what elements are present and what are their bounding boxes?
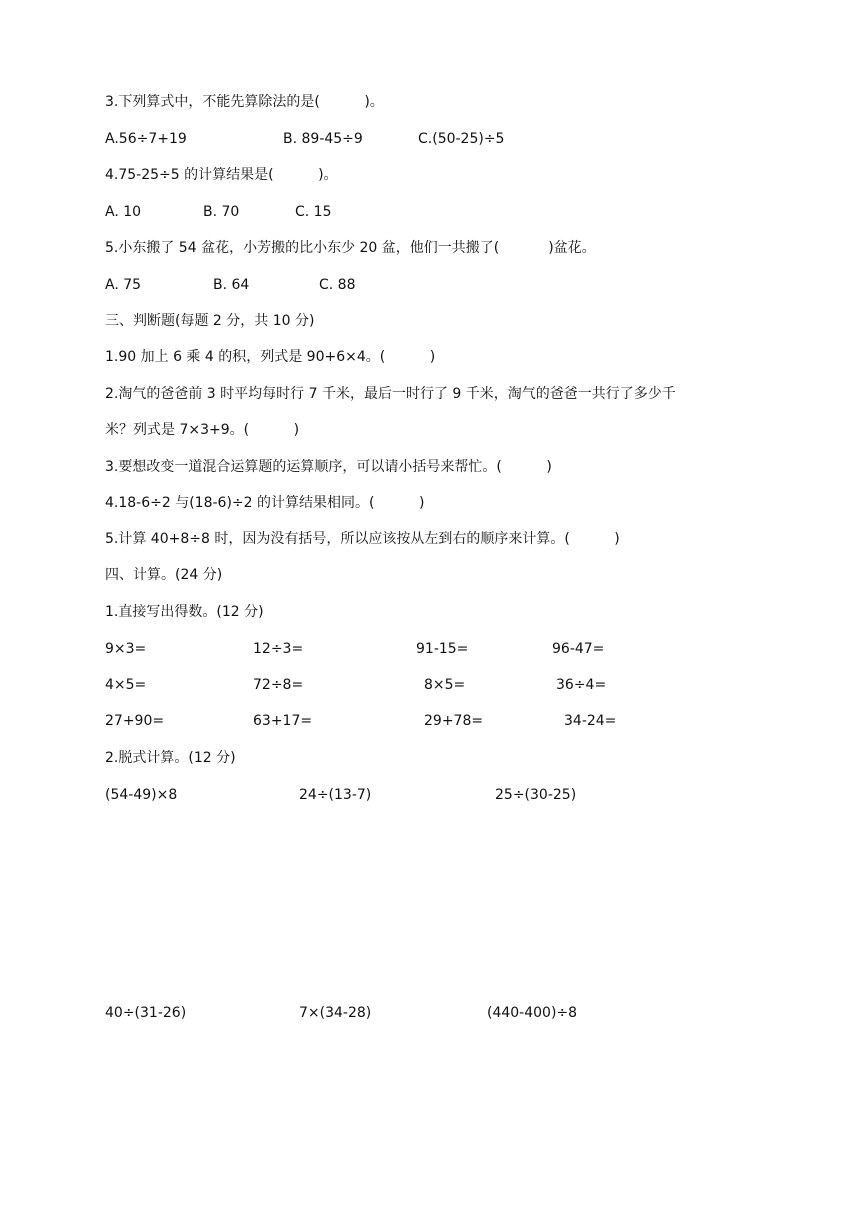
q5-option-a: A. 75 bbox=[105, 277, 142, 293]
judge-item-1: 1.90 加上 6 乘 4 的积，列式是 90+6×4。( ) bbox=[105, 349, 436, 365]
q5-option-c: C. 88 bbox=[319, 277, 356, 293]
judge-item-3: 3.要想改变一道混合运算题的运算顺序，可以请小括号来帮忙。( ) bbox=[105, 459, 552, 475]
direct-cell: 91-15= bbox=[416, 641, 469, 657]
q3-option-c: C.(50-25)÷5 bbox=[418, 131, 505, 147]
question-4: 4.75-25÷5 的计算结果是( )。 bbox=[105, 167, 338, 183]
direct-cell: 72÷8= bbox=[253, 677, 304, 693]
judge-item-2: 2.淘气的爸爸前 3 时平均每时行 7 千米，最后一时行了 9 千米，淘气的爸爸一共行了多少千 bbox=[105, 386, 676, 402]
direct-cell: 12÷3= bbox=[253, 641, 304, 657]
direct-cell: 9×3= bbox=[105, 641, 147, 657]
q3-option-b: B. 89-45÷9 bbox=[283, 131, 363, 147]
q3-option-a: A.56÷7+19 bbox=[105, 131, 187, 147]
direct-cell: 27+90= bbox=[105, 713, 165, 729]
direct-cell: 36÷4= bbox=[556, 677, 607, 693]
judge-item-4: 4.18-6÷2 与(18-6)÷2 的计算结果相同。( ) bbox=[105, 495, 425, 511]
stepwise-heading: 2.脱式计算。(12 分) bbox=[105, 750, 236, 766]
q4-option-a: A. 10 bbox=[105, 204, 142, 220]
direct-cell: 96-47= bbox=[552, 641, 605, 657]
q4-option-b: B. 70 bbox=[203, 204, 240, 220]
direct-cell: 34-24= bbox=[564, 713, 617, 729]
judge-item-5: 5.计算 40+8÷8 时，因为没有括号，所以应该按从左到右的顺序来计算。( ) bbox=[105, 531, 620, 547]
stepwise-problem: 40÷(31-26) bbox=[105, 1005, 187, 1021]
stepwise-problem: 25÷(30-25) bbox=[495, 787, 577, 803]
direct-heading: 1.直接写出得数。(12 分) bbox=[105, 604, 264, 620]
stepwise-problem: 7×(34-28) bbox=[299, 1005, 372, 1021]
q4-option-c: C. 15 bbox=[295, 204, 332, 220]
direct-cell: 4×5= bbox=[105, 677, 147, 693]
judge-heading: 三、判断题(每题 2 分，共 10 分) bbox=[105, 313, 315, 329]
question-3: 3.下列算式中，不能先算除法的是( )。 bbox=[105, 94, 384, 110]
judge-item-2-cont: 米？列式是 7×3+9。( ) bbox=[105, 422, 300, 438]
direct-cell: 8×5= bbox=[424, 677, 466, 693]
q5-option-b: B. 64 bbox=[213, 277, 250, 293]
calc-heading: 四、计算。(24 分) bbox=[105, 567, 223, 583]
stepwise-problem: 24÷(13-7) bbox=[299, 787, 372, 803]
direct-cell: 63+17= bbox=[253, 713, 313, 729]
stepwise-problem: (54-49)×8 bbox=[105, 787, 178, 803]
question-5: 5.小东搬了 54 盆花，小芳搬的比小东少 20 盆，他们一共搬了( )盆花。 bbox=[105, 240, 596, 256]
direct-cell: 29+78= bbox=[424, 713, 484, 729]
stepwise-problem: (440-400)÷8 bbox=[487, 1005, 578, 1021]
